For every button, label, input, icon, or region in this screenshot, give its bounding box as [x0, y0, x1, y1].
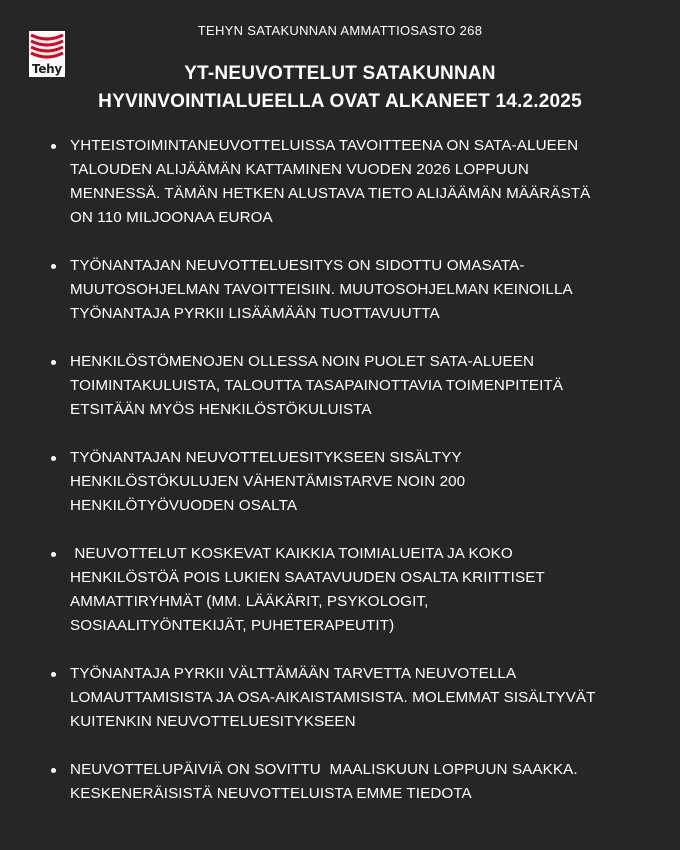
bullet-line: MENNESSÄ. TÄMÄN HETKEN ALUSTAVA TIETO ALIJÄÄMÄN MÄÄRÄSTÄ: [70, 185, 591, 202]
bullet-line: NEUVOTTELUPÄIVIÄ ON SOVITTU MAALISKUUN LOPPUUN SAAKKA.: [70, 761, 578, 778]
bullet-line: TALOUDEN ALIJÄÄMÄN KATTAMINEN VUODEN 2026 LOPPUUN: [70, 161, 529, 178]
bullet-line: YHTEISTOIMINTANEUVOTTELUISSA TAVOITTEENA ON SATA-ALUEEN: [70, 137, 579, 154]
bullet-line: TOIMINTAKULUISTA, TALOUTTA TASAPAINOTTAVIA TOIMENPITEITÄ: [70, 377, 564, 394]
bullet-line: MUUTOSOHJELMAN TAVOITTEISIIN. MUUTOSOHJELMAN KEINOILLA: [70, 281, 573, 298]
bullet-line: KUITENKIN NEUVOTTELUESITYKSEEN: [70, 713, 356, 730]
bullet-line: LOMAUTTAMISISTA JA OSA-AIKAISTAMISISTA. MOLEMMAT SISÄLTYVÄT: [70, 689, 596, 706]
bullet-line: SOSIAALITYÖNTEKIJÄT, PUHETERAPEUTIT): [70, 617, 395, 634]
bullet-item: [46, 662, 646, 734]
bullet-line: TYÖNANTAJAN NEUVOTTELUESITYKSEEN SISÄLTYY: [70, 449, 462, 466]
page-title-line-1: YT-NEUVOTTELUT SATAKUNNAN: [184, 63, 496, 84]
bullet-line: ETSITÄÄN MYÖS HENKILÖSTÖKULUISTA: [70, 401, 372, 418]
bullet-item: [46, 134, 646, 230]
page-title: [40, 60, 640, 116]
bullet-line: HENKILÖSTÖKULUJEN VÄHENTÄMISTARVE NOIN 200: [70, 473, 466, 490]
bullet-line: HENKILÖSTÖÄ POIS LUKIEN SAATAVUUDEN OSALTA KRIITTISET: [70, 569, 545, 586]
logo-wordmark: Tehy: [29, 62, 65, 77]
bullet-list: [46, 134, 646, 830]
bullet-line: HENKILÖSTÖMENOJEN OLLESSA NOIN PUOLET SATA-ALUEEN: [70, 353, 535, 370]
bullet-item: [46, 542, 646, 638]
bullet-line: TYÖNANTAJA PYRKII VÄLTTÄMÄÄN TARVETTA NEUVOTELLA: [70, 665, 517, 682]
bullet-line: TYÖNANTAJA PYRKII LISÄÄMÄÄN TUOTTAVUUTTA: [70, 305, 440, 322]
organization-name: TEHYN SATAKUNNAN AMMATTIOSASTO 268: [197, 23, 483, 38]
bullet-line: ON 110 MILJOONAA EUROA: [70, 209, 273, 226]
bullet-item: [46, 254, 646, 326]
bullet-line: KESKENERÄISISTÄ NEUVOTTELUISTA EMME TIEDOTA: [70, 785, 472, 802]
page-title-line-2: HYVINVOINTIALUEELLA OVAT ALKANEET 14.2.2025: [98, 91, 582, 112]
bullet-line: TYÖNANTAJAN NEUVOTTELUESITYS ON SIDOTTU OMASATA-: [70, 257, 525, 274]
bullet-item: [46, 350, 646, 422]
bullet-item: [46, 446, 646, 518]
bullet-item: [46, 758, 646, 806]
bullet-line: AMMATTIRYHMÄT (MM. LÄÄKÄRIT, PSYKOLOGIT,: [70, 593, 429, 610]
bullet-line: HENKILÖTYÖVUODEN OSALTA: [70, 497, 298, 514]
bullet-line: NEUVOTTELUT KOSKEVAT KAIKKIA TOIMIALUEITA JA KOKO: [70, 545, 513, 562]
